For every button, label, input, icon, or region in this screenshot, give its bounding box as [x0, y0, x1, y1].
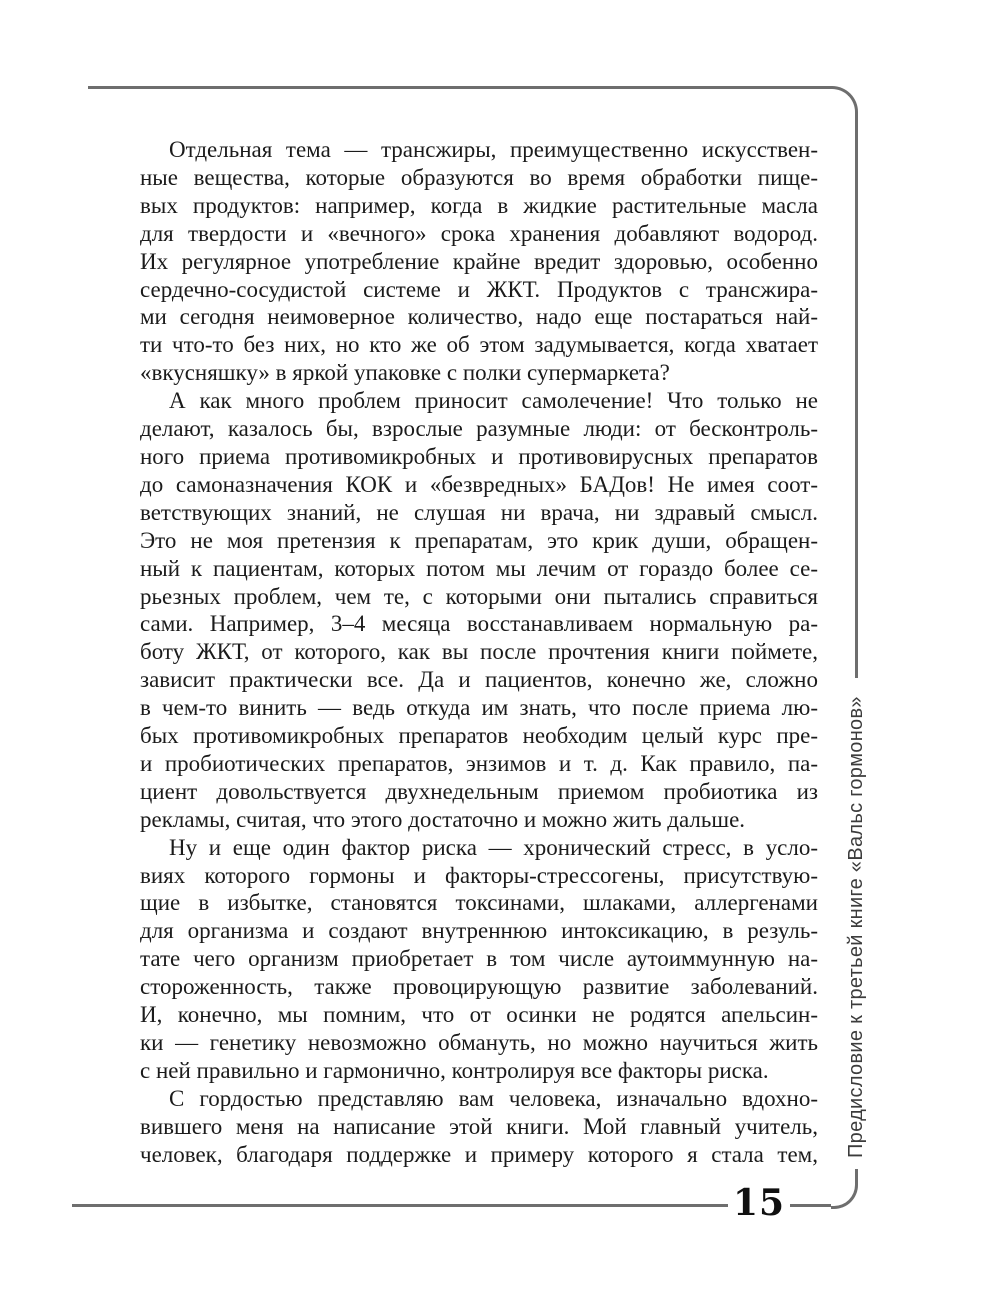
text-line: стороженность, также провоцирующую развитие заболеваний. [140, 974, 818, 1000]
text-line: Это не моя претензия к препаратам, это крик души, обращен- [140, 527, 818, 553]
text-line: циент довольствуется двухнедельным приемом пробиотика из [140, 778, 818, 804]
text-line: «вкусняшку» в яркой упаковке с полки супермаркета? [140, 360, 670, 386]
text-line: ти что-то без них, но кто же об этом задумывается, когда хватает [140, 332, 818, 358]
text-line: сердечно-сосудистой системе и ЖКТ. Продуктов с трансжира- [140, 276, 818, 302]
text-line: для организма и создают внутреннюю интоксикацию, в резуль- [140, 918, 818, 944]
text-line: в чем-то винить — ведь откуда им знать, что после приема лю- [140, 695, 818, 721]
text-line: рекламы, считая, что этого достаточно и можно жить дальше. [140, 806, 746, 832]
text-line: А как много проблем приносит самолечение! Что только не [169, 388, 818, 414]
text-line: ные вещества, которые образуются во время обработки пище- [140, 164, 818, 190]
paragraph [140, 136, 818, 387]
text-line: и пробиотических препаратов, энзимов и т. д. Как правило, па- [140, 750, 818, 776]
text-line: ный к пациентам, которых потом мы лечим от гораздо более се- [140, 555, 818, 581]
text-line: Ну и еще один фактор риска — хронический стресс, в усло- [169, 834, 818, 860]
text-line: С гордостью представляю вам человека, изначально вдохно- [169, 1085, 818, 1111]
text-line: щие в избытке, становятся токсинами, шлаками, аллергенами [140, 890, 818, 916]
text-line: человек, благодаря поддержке и примеру которого я стала тем, [140, 1141, 818, 1167]
text-line: И, конечно, мы помним, что от осинки не родятся апельсин- [140, 1002, 818, 1028]
text-line: боту ЖКТ, от которого, как вы после прочтения книги поймете, [140, 639, 818, 665]
paragraph [140, 1085, 818, 1169]
text-line: делают, казалось бы, взрослые разумные люди: от бесконтроль- [140, 416, 818, 442]
text-line: для твердости и «вечного» срока хранения добавляют водород. [140, 220, 818, 246]
frame-bottom-right-corner [831, 1169, 858, 1209]
text-line: вившего меня на написание этой книги. Мой главный учитель, [140, 1113, 818, 1139]
text-line: рьезных проблем, чем те, с которыми они пытались справиться [140, 583, 818, 609]
paragraph [140, 834, 818, 1085]
text-line: с ней правильно и гармонично, контролируя все факторы риска. [140, 1057, 769, 1083]
text-line: виях которого гормоны и факторы-стрессогены, присутствую- [140, 862, 818, 888]
text-line: ветствующих знаний, не слушая ни врача, ни здравый смысл. [140, 499, 818, 525]
bottom-rule [72, 1204, 728, 1207]
text-line: тате чего организм приобретает в том числе аутоиммунную на- [140, 946, 818, 972]
text-line: Отдельная тема — трансжиры, преимущественно искусствен- [169, 137, 818, 162]
text-line: сами. Например, 3–4 месяца восстанавливаем нормальную ра- [140, 611, 818, 637]
chapter-sidebar-title: Предисловие к третьей книге «Вальс гормонов» [845, 696, 867, 1158]
text-line: бых противомикробных препаратов необходим целый курс пре- [140, 723, 818, 749]
page-number: 15 [732, 1182, 786, 1224]
text-line: Их регулярное употребление крайне вредит здоровью, особенно [140, 248, 818, 274]
bottom-rule-short [790, 1204, 831, 1207]
text-line: зависит практически все. Да и пациентов, конечно же, сложно [140, 667, 818, 693]
text-line: ки — генетику невозможно обмануть, но можно научиться жить [140, 1030, 818, 1055]
text-line: вых продуктов: например, когда в жидкие растительные масла [140, 192, 818, 218]
text-line: до самоназначения КОК и «безвредных» БАДов! Не имея соот- [140, 471, 818, 497]
text-line: ного приема противомикробных и противовирусных препаратов [140, 443, 818, 469]
paragraph [140, 387, 818, 834]
text-line: ми сегодня неимоверное количество, надо еще постараться най- [140, 304, 818, 330]
body-text [140, 136, 818, 1169]
